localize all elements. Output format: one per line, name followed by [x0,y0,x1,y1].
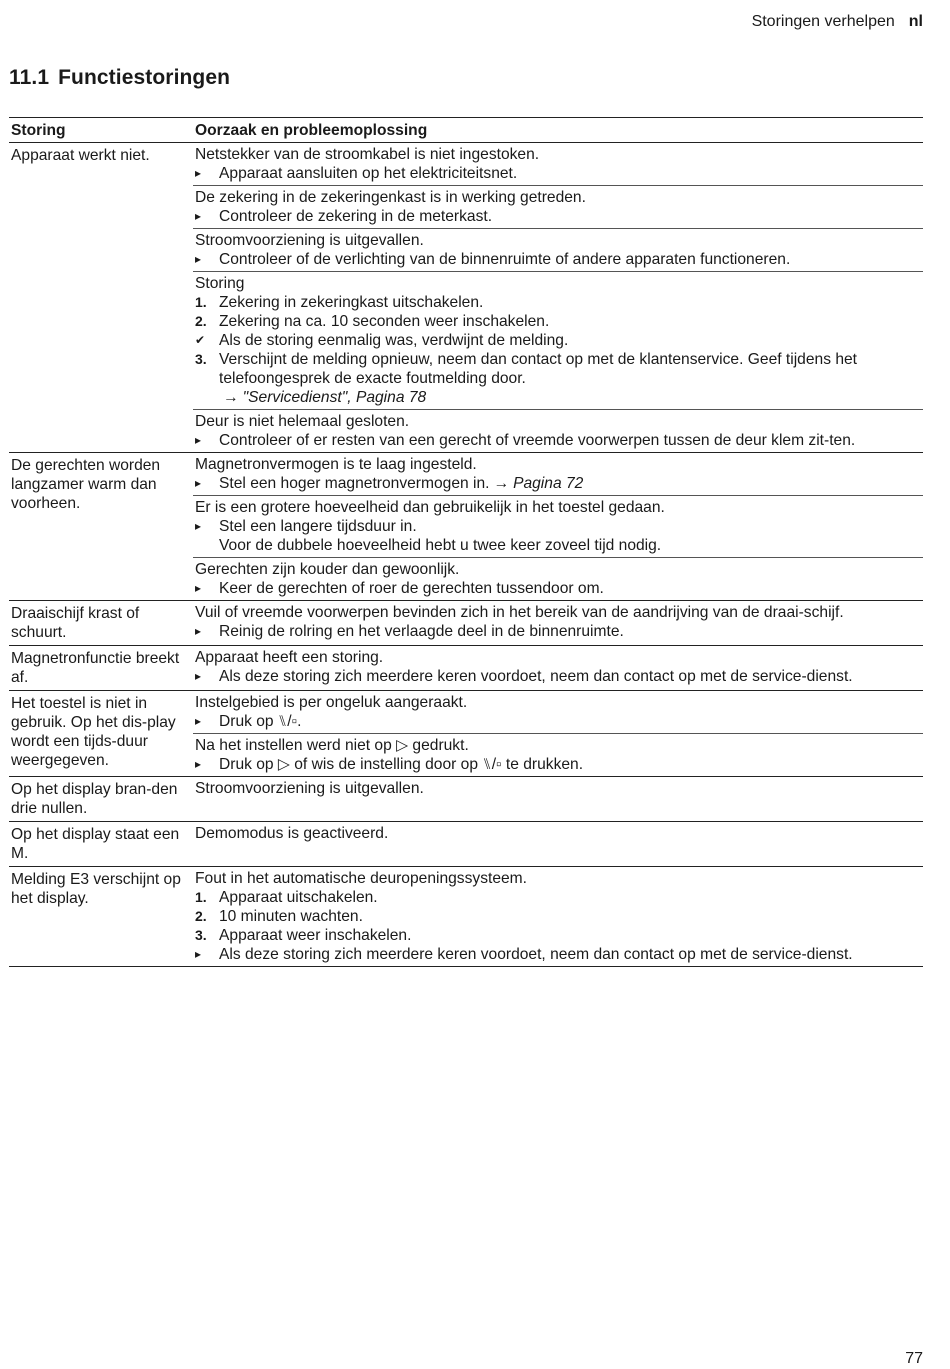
cause-line [195,712,923,731]
line-text: Druk op ⑊/▫. [219,713,302,730]
fault-causes [193,601,923,646]
cause-block [193,186,923,229]
cause-line [195,231,923,250]
cause-text [195,736,469,755]
page-reference-link[interactable]: Pagina 72 [513,475,584,492]
cause-text [219,293,483,312]
cause-text [195,231,424,250]
line-text: Deur is niet helemaal gesloten. [195,413,410,430]
bullet-arrow-icon: ▸ [195,209,202,223]
fault-table [9,117,923,967]
cause-line [195,736,923,755]
table-row [9,143,923,453]
cause-line [195,579,923,598]
cause-block [193,496,923,558]
line-text: Druk op ▷ of wis de instelling door op ⑊/▫ te drukken. [219,756,584,773]
line-text: De zekering in de zekeringenkast is in werking getreden. [195,189,586,206]
check-icon: ✔ [195,333,206,347]
cause-text [219,164,517,183]
cause-text [195,188,586,207]
line-text: Instelgebied is per ongeluk aangeraakt. [195,694,468,711]
fault-causes [193,822,923,867]
cause-line [195,388,923,407]
line-text: Als deze storing zich meerdere keren voordoet, neem dan contact op met de service-dienst. [219,668,853,685]
table-row [9,822,923,867]
cause-block [193,601,923,643]
cause-text [219,517,417,536]
cause-text [195,274,244,293]
section-title [9,68,230,87]
cause-line [195,188,923,207]
cause-text [219,926,411,945]
cause-text [219,250,790,269]
cause-text [195,693,467,712]
cause-block [193,143,923,186]
fault-causes [193,143,923,453]
cause-text [219,331,568,350]
fault-causes [193,646,923,691]
cause-line [195,207,923,226]
cause-block [193,691,923,734]
arrow-right-icon: → [223,389,239,406]
cause-text [195,560,459,579]
cause-text [219,712,301,731]
fault-symptom: Apparaat werkt niet. [9,143,193,453]
line-text: Voor de dubbele hoeveelheid hebt u twee keer zoveel tijd nodig. [219,537,662,554]
line-text: Controleer de zekering in de meterkast. [219,208,493,225]
cause-line [195,907,923,926]
line-text: Apparaat uitschakelen. [219,889,378,906]
cause-line [195,412,923,431]
cause-text [219,312,549,331]
table-row [9,453,923,601]
running-header [752,12,923,31]
cause-text [195,824,388,843]
step-number: 1. [195,889,207,905]
cause-text [195,648,383,667]
line-text: Reinig de rolring en het verlaagde deel in de binnenruimte. [219,623,624,640]
cause-text [219,431,855,450]
cause-block [193,272,923,410]
line-text: Stel een hoger magnetronvermogen in. [219,475,490,492]
cause-text [195,869,527,888]
cause-text [219,350,923,388]
bullet-arrow-icon: ▸ [195,714,202,728]
column-header-fault: Storing [9,118,193,143]
step-number: 3. [195,927,207,943]
cause-text [219,888,378,907]
cause-text [219,207,492,226]
column-header-cause: Oorzaak en probleemoplossing [193,118,923,143]
cause-text [195,498,665,517]
step-number: 3. [195,351,207,367]
fault-symptom: Draaischijf krast of schuurt. [9,601,193,646]
cause-line [195,926,923,945]
cause-text [219,536,661,555]
cause-text [219,755,583,774]
cause-line [195,431,923,450]
cause-text [195,145,539,164]
fault-symptom: De gerechten worden langzamer warm dan voorheen. [9,453,193,601]
line-text: Stroomvoorziening is uitgevallen. [195,232,424,249]
line-text: Zekering in zekeringkast uitschakelen. [219,294,484,311]
cause-line [195,350,923,388]
cause-block [193,734,923,776]
fault-causes [193,453,923,601]
cause-text [219,667,853,686]
line-text: Netstekker van de stroomkabel is niet ingestoken. [195,146,540,163]
table-row [9,777,923,822]
line-text: Controleer of er resten van een gerecht of vreemde voorwerpen tussen de deur klem zit-ten. [219,432,856,449]
bullet-arrow-icon: ▸ [195,166,202,180]
table-header-row [9,118,923,143]
cause-line [195,755,923,774]
line-text: Magnetronvermogen is te laag ingesteld. [195,456,477,473]
cause-line [195,667,923,686]
cause-block [193,229,923,272]
cause-text [219,907,363,926]
table-row [9,646,923,691]
fault-causes [193,691,923,777]
section-heading: Functiestoringen [58,66,231,89]
table-row [9,601,923,646]
fault-symptom: Op het display bran-den drie nullen. [9,777,193,822]
section-number: 11.1 [9,66,50,89]
line-text: Apparaat weer inschakelen. [219,927,412,944]
line-text: 10 minuten wachten. [219,908,363,925]
line-text: Zekering na ca. 10 seconden weer inschakelen. [219,313,550,330]
cause-line [195,164,923,183]
cause-line [195,293,923,312]
bullet-arrow-icon: ▸ [195,433,202,447]
cause-line [195,312,923,331]
line-text: Stel een langere tijdsduur in. [219,518,417,535]
cause-text [219,579,604,598]
line-text: Verschijnt de melding opnieuw, neem dan contact op met de klantenservice. Geef tijdens het telefoongesprek de exacte foutmelding door. [219,351,857,387]
step-number: 2. [195,313,207,329]
cause-block [193,453,923,496]
line-text: Stroomvoorziening is uitgevallen. [195,780,424,797]
cause-text [195,455,477,474]
line-text: Fout in het automatische deuropeningssysteem. [195,870,527,887]
bullet-arrow-icon: ▸ [195,757,202,771]
cause-text [219,474,583,493]
cause-block [193,777,923,800]
step-number: 2. [195,908,207,924]
fault-causes [193,777,923,822]
header-language: nl [908,13,923,30]
step-number: 1. [195,294,207,310]
table-row [9,867,923,967]
bullet-arrow-icon: ▸ [195,519,202,533]
cause-line [195,824,923,843]
bullet-arrow-icon: ▸ [195,624,202,638]
cause-line [195,250,923,269]
line-text: Apparaat heeft een storing. [195,649,384,666]
cause-block [193,822,923,845]
table-row [9,691,923,777]
line-text: Controleer of de verlichting van de binnenruimte of andere apparaten functioneren. [219,251,791,268]
line-text: Demomodus is geactiveerd. [195,825,389,842]
line-text: Apparaat aansluiten op het elektriciteitsnet. [219,165,518,182]
fault-symptom: Het toestel is niet in gebruik. Op het dis-play wordt een tijds-duur weergegeven. [9,691,193,777]
line-text: Als de storing eenmalig was, verdwijnt de melding. [219,332,569,349]
line-text: Als deze storing zich meerdere keren voordoet, neem dan contact op met de service-dienst. [219,946,853,963]
line-text: Vuil of vreemde voorwerpen bevinden zich in het bereik van de aandrijving van de draai-schijf. [195,604,844,621]
cause-text [195,779,424,798]
bullet-arrow-icon: ▸ [195,476,202,490]
cause-text [195,603,844,622]
arrow-right-icon: → [493,475,510,492]
cause-text [195,412,409,431]
cause-line [195,145,923,164]
page-reference-link[interactable]: "Servicedienst", Pagina 78 [242,389,427,406]
line-text: Keer de gerechten of roer de gerechten tussendoor om. [219,580,604,597]
line-text: Storing [195,275,245,292]
cause-line [195,474,923,493]
cause-line [195,536,923,555]
fault-symptom: Op het display staat een M. [9,822,193,867]
cause-block [193,867,923,966]
line-text: Gerechten zijn kouder dan gewoonlijk. [195,561,460,578]
page-number: 77 [905,1350,923,1367]
cause-line [195,693,923,712]
cause-line [195,331,923,350]
cause-line [195,603,923,622]
fault-causes [193,867,923,967]
cause-line [195,888,923,907]
cause-text [219,622,624,641]
bullet-arrow-icon: ▸ [195,252,202,266]
cause-line [195,517,923,536]
cause-text [219,945,853,964]
cause-block [193,646,923,688]
cause-line [195,274,923,293]
bullet-arrow-icon: ▸ [195,947,202,961]
cause-line [195,648,923,667]
line-text: Er is een grotere hoeveelheid dan gebruikelijk in het toestel gedaan. [195,499,665,516]
fault-symptom: Magnetronfunctie breekt af. [9,646,193,691]
cause-line [195,945,923,964]
cause-line [195,622,923,641]
line-text: Na het instellen werd niet op ▷ gedrukt. [195,737,469,754]
bullet-arrow-icon: ▸ [195,669,202,683]
cause-line [195,498,923,517]
cause-block [193,410,923,452]
cause-text [219,388,426,407]
cause-line [195,869,923,888]
cause-block [193,558,923,600]
fault-table-body [9,143,923,967]
bullet-arrow-icon: ▸ [195,581,202,595]
cause-line [195,779,923,798]
fault-symptom: Melding E3 verschijnt op het display. [9,867,193,967]
cause-line [195,560,923,579]
cause-line [195,455,923,474]
header-section: Storingen verhelpen [751,13,895,30]
